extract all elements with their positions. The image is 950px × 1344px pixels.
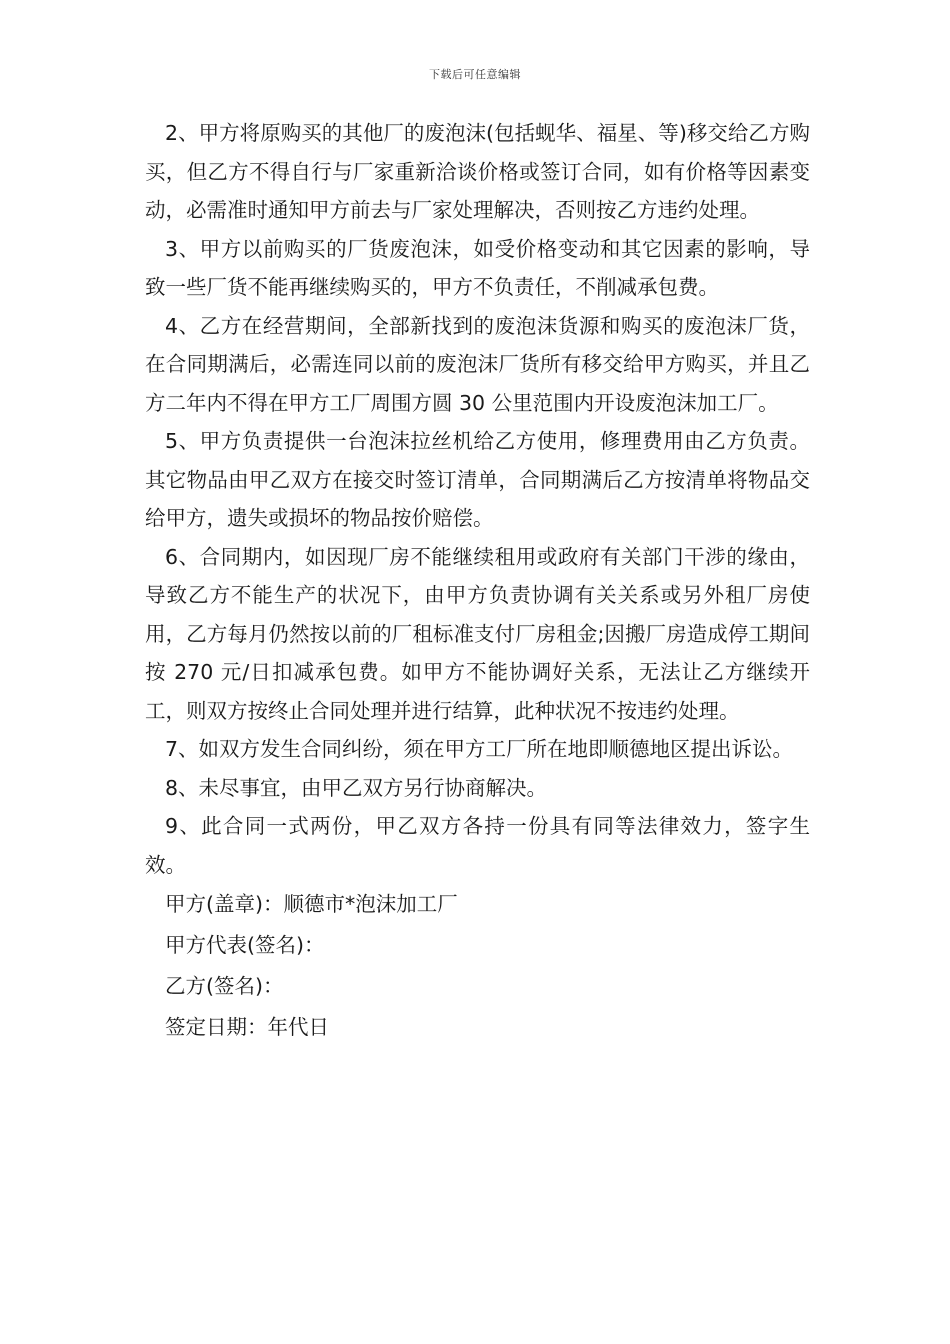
- signature-block: [145, 884, 810, 1048]
- clause-6: 6、合同期内，如因现厂房不能继续租用或政府有关部门干涉的缘由，导致乙方不能生产的状况下，由甲方负责协调有关关系或另外租厂房使用，乙方每月仍然按以前的厂租标准支付厂房租金;因搬厂房造成停工期间按 270 元/日扣减承包费。如甲方不能协调好关系，无法让乙方继续开工，则双方按终止合同处理并进行结算，此种状况不按违约处理。: [145, 544, 810, 723]
- party-a-seal-line: 甲方(盖章)：顺德市*泡沫加工厂: [165, 892, 458, 916]
- clause-2: 2、甲方将原购买的其他厂的废泡沫(包括蚬华、福星、等)移交给乙方购买，但乙方不得自行与厂家重新洽谈价格或签订合同，如有价格等因素变动，必需准时通知甲方前去与厂家处理解决，否则按乙方违约处理。: [145, 121, 810, 222]
- clause-3: 3、甲方以前购买的厂货废泡沫，如受价格变动和其它因素的影响，导致一些厂货不能再继续购买的，甲方不负责任，不削减承包费。: [145, 236, 810, 299]
- clause-8: 8、未尽事宜，由甲乙双方另行协商解决。: [165, 775, 548, 800]
- party-b-signature-line: 乙方(签名)：: [165, 974, 284, 998]
- contract-body: [145, 114, 810, 1048]
- page-header-note: 下载后可任意编辑: [429, 68, 521, 81]
- party-a-representative-line: 甲方代表(签名)：: [165, 933, 325, 957]
- sign-date-line: 签定日期：年代日: [165, 1015, 329, 1039]
- clause-5: 5、甲方负责提供一台泡沫拉丝机给乙方使用，修理费用由乙方负责。其它物品由甲乙双方在接交时签订清单，合同期满后乙方按清单将物品交给甲方，遗失或损坏的物品按价赔偿。: [145, 429, 810, 530]
- clause-7: 7、如双方发生合同纠纷，须在甲方工厂所在地即顺德地区提出诉讼。: [165, 737, 794, 761]
- clause-9: 9、此合同一式两份，甲乙双方各持一份具有同等法律效力，签字生效。: [145, 814, 810, 877]
- clause-4: 4、乙方在经营期间，全部新找到的废泡沫货源和购买的废泡沫厂货，在合同期满后，必需连同以前的废泡沫厂货所有移交给甲方购买，并且乙方二年内不得在甲方工厂周围方圆 30 公里范围内开设废泡沫加工厂。: [145, 313, 810, 415]
